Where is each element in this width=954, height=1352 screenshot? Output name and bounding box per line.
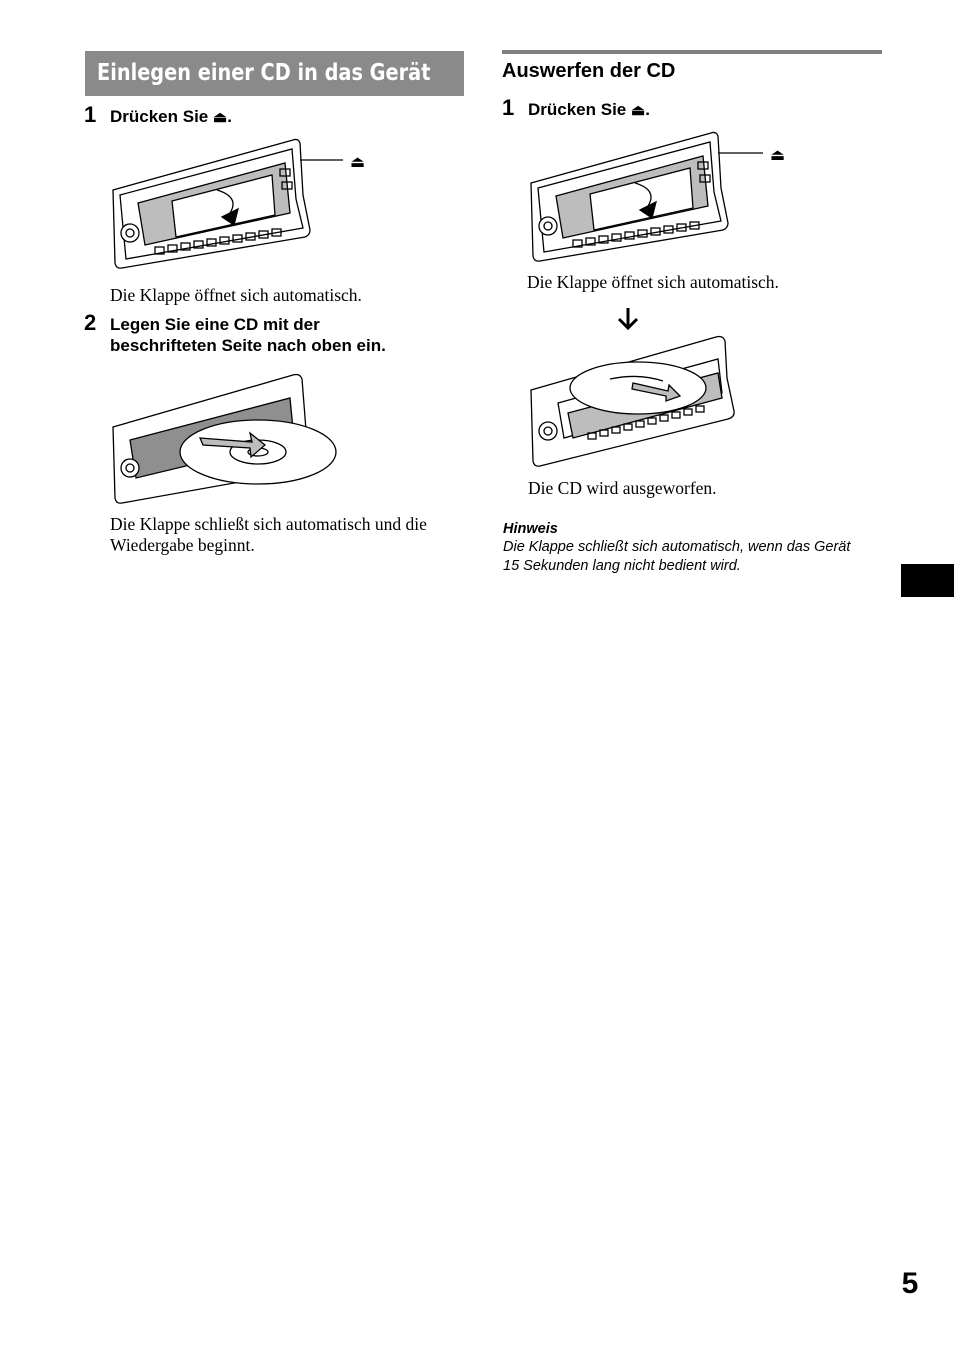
- step-instruction: Drücken Sie ⏏.: [110, 107, 232, 126]
- eject-icon: ⏏: [213, 109, 228, 126]
- section-rule: [502, 50, 882, 54]
- caption: Die CD wird ausgeworfen.: [528, 478, 717, 498]
- arrow-down-icon: [616, 306, 640, 332]
- section-title: Einlegen einer CD in das Gerät: [97, 60, 431, 86]
- caption: Die Klappe öffnet sich automatisch.: [527, 272, 779, 292]
- eject-icon: ⏏: [631, 102, 646, 119]
- step-instruction: Legen Sie eine CD mit der beschrifteten Seite nach oben ein.: [110, 315, 386, 355]
- note-text: Die Klappe schließt sich automatisch, wenn das Gerät 15 Sekunden lang nicht bedient wird.: [503, 539, 851, 574]
- insert-cd-illustration: [110, 370, 340, 510]
- eject-cd-illustration: [528, 333, 748, 473]
- section-title: Auswerfen der CD: [502, 60, 676, 82]
- page-number: 5: [901, 1267, 919, 1300]
- radio-open-flap-illustration: [110, 135, 380, 275]
- caption: Die Klappe öffnet sich automatisch.: [110, 285, 362, 305]
- step-number: 2: [84, 310, 97, 335]
- side-tab: [901, 564, 954, 597]
- step-number: 1: [84, 102, 97, 127]
- eject-icon: ⏏: [350, 152, 366, 171]
- eject-icon: ⏏: [770, 145, 786, 164]
- caption: Die Klappe schließt sich automatisch und die Wiedergabe beginnt.: [110, 514, 427, 555]
- note-title: Hinweis: [503, 521, 558, 537]
- step-instruction: Drücken Sie ⏏.: [528, 100, 650, 119]
- radio-open-flap-illustration: [528, 128, 798, 268]
- step-number: 1: [502, 95, 515, 120]
- section-banner-einlegen: [85, 51, 464, 96]
